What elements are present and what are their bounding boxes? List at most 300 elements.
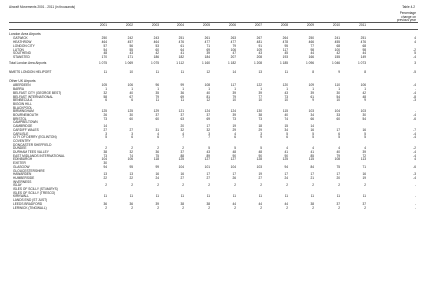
table-cell: 10 [284,98,288,103]
table-cell: 1 [105,87,107,92]
table-cell: 67 [129,94,133,99]
table-cell: -4 [413,83,416,88]
table-cell: 74 [129,153,133,158]
table-cell: 5 [208,146,210,151]
table-cell: 127 [230,157,236,162]
table-cell: 29 [258,127,262,132]
table-cell: 17 [206,124,210,129]
table-cell: 4 [286,146,288,151]
table-cell: 5 [414,51,416,56]
table-cell: 34 [310,113,314,117]
table-cell: 39 [232,113,236,117]
table-cell: 117 [282,47,288,52]
table-cell: 11 [284,194,288,199]
table-cell: 101 [204,164,210,169]
table-cell: 84 [310,164,314,169]
year-header: 2004 [176,22,184,27]
table-cell: 69 [206,116,210,121]
table-cell: 103 [360,109,366,114]
pct-change-header: previous year [396,18,416,23]
table-cell: 166 [308,54,314,59]
table-cell: 1 [312,87,314,92]
table-cell: 4 [338,146,340,151]
table-cell: 208 [256,54,262,59]
table-cell: 3 [208,131,210,136]
table-cell: 261 [204,36,210,41]
table-cell: - [414,183,416,188]
table-cell: 2 [364,183,366,188]
table-cell: 481 [256,40,262,45]
table-cell: 108 [204,83,210,88]
table-cell: 95 [129,164,133,169]
airport-name: CAMPBELTOWN [13,120,38,125]
table-cell: 73 [284,94,288,99]
total-row-label: Total London Area Airports [9,61,47,66]
table-cell: 89 [206,153,210,158]
table-cell: 2 [182,146,184,151]
table-cell: 1 [208,87,210,92]
table-cell: 104 [101,157,107,162]
table-cell: 2 [286,183,288,188]
table-cell: 35 [155,90,159,95]
table-cell: 38 [258,113,262,117]
airport-name: BELFAST CITY (GEORGE BEST) [13,90,62,95]
table-cell: 56 [129,43,133,48]
table-cell: 53 [155,43,159,48]
total-cell: 1 069 [125,61,133,66]
table-cell: - [414,109,416,114]
airport-name: HAWARDEN [13,172,32,177]
table-cell: 125 [127,109,133,114]
table-cell: -4 [413,135,416,140]
table-cell: 250 [101,36,107,41]
table-cell: 3 [260,131,262,136]
table-cell: 37 [155,113,159,117]
table-cell: 4 [414,157,416,162]
airport-name: ISLES OF SCILLY (ST.MARYS) [13,187,58,191]
table-cell: 39 [258,90,262,95]
table-cell: 104 [230,164,236,169]
table-cell: 71 [206,43,210,48]
table-cell: 251 [178,36,184,41]
document-title: Aircraft Movements 2001 - 2011 (in thousands) [9,5,76,9]
table-cell: 13 [103,172,107,177]
table-cell: 2 [312,205,314,210]
table-cell: 90 [284,153,288,158]
table-cell: 32 [129,150,133,154]
table-cell: 41 [284,150,288,154]
table-cell: 39 [206,51,210,56]
total-cell: 12 [206,70,210,75]
table-cell: 125 [282,157,288,162]
table-cell: 38 [310,201,314,206]
table-cell: 17 [232,172,236,177]
table-cell: 37 [362,201,366,206]
table-cell: 11 [180,194,184,199]
table-cell: 103 [308,109,314,114]
table-cell: 478 [282,40,288,45]
table-cell: 9 [312,98,314,103]
table-cell: 66 [310,116,314,121]
table-cell: -8 [413,94,416,99]
airport-name: EDINBURGH [13,157,33,162]
table-cell: 2 [131,146,133,151]
table-cell: 85 [310,153,314,158]
airport-name: DUNDEE [13,146,27,151]
table-cell: 5 [234,146,236,151]
table-cell: 1 [286,87,288,92]
table-cell: 2 [157,183,159,188]
total-cell: 8 [364,70,366,75]
table-cell: 40 [284,113,288,117]
table-cell: 14 [310,124,314,129]
table-cell: 115 [282,109,288,114]
table-cell: 243 [153,36,159,41]
table-cell: 42 [362,90,366,95]
table-cell: 32 [180,127,184,132]
header-bottom-rule [9,29,418,30]
table-cell: 6 [131,98,133,103]
table-cell: 2 [234,183,236,188]
airport-name: BENBECULA [13,98,33,103]
table-cell: 44 [284,201,288,206]
airport-name: DONCASTER SHEFFIELD [13,142,52,147]
airport-name: BELFAST INTERNATIONAL [13,94,54,99]
table-cell: 73 [103,116,107,121]
table-cell: 96 [155,83,159,88]
year-header: 2009 [306,22,314,27]
table-cell: 100 [334,47,340,52]
table-cell: 104 [178,164,184,169]
table-cell: 63 [180,116,184,121]
section-heading: London Area Airports [9,31,41,36]
table-cell: 2 [157,146,159,151]
table-cell: - [414,201,416,206]
airport-name: EAST MIDLANDS INTERNATIONAL [13,153,65,158]
table-cell: 40 [336,150,340,154]
table-cell: 109 [256,47,262,52]
table-cell: 41 [180,51,184,56]
airport-name: COVENTRY [13,138,31,143]
year-header: 2001 [99,22,107,27]
table-cell: 99 [155,164,159,169]
total-cell: 13 [258,70,262,75]
table-cell: 60 [129,116,133,121]
total-cell: 14 [232,70,236,75]
table-cell: 48 [103,51,107,56]
table-cell: 5 [286,131,288,136]
table-cell: 43 [206,150,210,154]
table-cell: 476 [178,40,184,45]
table-cell: 77 [258,94,262,99]
table-cell: 27 [206,175,210,180]
airport-name: BRISTOL [13,116,27,121]
table-cell: 242 [127,36,133,41]
total-cell: 11 [103,70,107,75]
table-cell: 48 [362,94,366,99]
table-cell: 45 [284,51,288,56]
airport-name: GLOUCESTERSHIRE [13,168,45,173]
table-cell: 72 [362,153,366,158]
table-cell: 106 [230,47,236,52]
table-cell: 39 [155,201,159,206]
total-cell: 1 185 [280,61,288,66]
table-cell: 47 [232,51,236,56]
airport-name: GATWICK [13,36,28,41]
table-cell: 68 [336,43,340,48]
table-cell: 39 [232,90,236,95]
table-cell: 464 [101,40,107,45]
table-cell: 5 [312,135,314,140]
table-cell: 5 [312,131,314,136]
table-cell: - [414,194,416,199]
table-cell: 16 [180,172,184,177]
table-cell: 17 [336,127,340,132]
airport-name: ABERDEEN [13,83,31,88]
table-cell: 5 [338,135,340,140]
airport-name: LERWICK (TINGWALL) [13,205,47,210]
airport-name: INVERNESS [13,179,32,184]
table-cell: 7 [208,135,210,140]
table-cell: 1 [338,87,340,92]
table-cell: 16 [362,172,366,177]
table-cell: 36 [180,90,184,95]
table-cell: -2 [413,47,416,52]
airport-name: BLACKPOOL [13,105,33,110]
table-cell: 267 [256,36,262,41]
airport-name: STANSTED [13,54,30,59]
total-cell: 1 208 [254,61,262,66]
table-cell: 186 [153,54,159,59]
table-cell: 2 [364,205,366,210]
table-cell: 466 [308,40,314,45]
table-cell: 11 [206,194,210,199]
table-cell: 115 [308,157,314,162]
airport-name: SOUTHEND [13,51,31,56]
airport-name: LUTON [13,47,24,52]
table-cell: 4 [414,40,416,45]
table-cell: 20 [180,124,184,129]
table-cell: 41 [310,150,314,154]
year-header: 2007 [254,22,262,27]
table-cell: 60 [336,116,340,121]
table-cell: 5 [364,135,366,140]
total-cell: 11 [180,70,184,75]
table-cell: 79 [336,153,340,158]
table-cell: 60 [155,47,159,52]
pct-change-header: Percentage [399,11,416,15]
table-cell: 117 [230,83,236,88]
table-cell: 90 [232,153,236,158]
table-cell: 10 [258,98,262,103]
total-cell: 11 [155,70,159,75]
table-cell: 30 [362,113,366,117]
table-cell: 27 [258,175,262,180]
table-cell: 36 [103,201,107,206]
table-cell: 464 [153,40,159,45]
table-cell: 106 [360,83,366,88]
table-cell: 1 [182,87,184,92]
table-cell: 64 [180,47,184,52]
table-cell: 38 [206,201,210,206]
table-cell: 182 [178,54,184,59]
table-cell: 1 [364,87,366,92]
table-cell: 149 [360,54,366,59]
table-cell: 122 [256,83,262,88]
table-cell: 4 [234,131,236,136]
table-cell: 73 [258,116,262,121]
table-cell: 94 [103,164,107,169]
table-cell: 27 [129,127,133,132]
table-cell: -6 [413,164,416,169]
total-cell: 11 [284,70,288,75]
table-cell: 2 [105,205,107,210]
table-cell: 37 [206,113,210,117]
table-cell: 14 [103,124,107,129]
table-cell: -3 [413,98,416,103]
table-cell: 124 [230,109,236,114]
table-cell: 105 [101,83,107,88]
table-cell: 69 [180,94,184,99]
table-cell: 29 [232,127,236,132]
table-cell: 2 [286,205,288,210]
table-cell: -6 [413,116,416,121]
total-cell: 8 [312,70,314,75]
table-cell: 250 [308,36,314,41]
table-cell: -4 [413,153,416,158]
table-cell: 36 [129,201,133,206]
table-cell: 16 [155,172,159,177]
table-cell: 79 [232,43,236,48]
table-cell: 30 [129,113,133,117]
table-cell: 19 [258,172,262,177]
table-cell: 2 [260,183,262,188]
table-cell: 2 [208,183,210,188]
table-cell: 19 [362,175,366,180]
total-cell: 9 [338,70,340,75]
airport-name: HEATHROW [13,40,32,45]
table-cell: 37 [180,150,184,154]
table-cell: 44 [362,51,366,56]
table-cell: 37 [336,201,340,206]
table-cell: 264 [282,36,288,41]
total-cell: 1 075 [151,61,159,66]
table-cell: 44 [310,51,314,56]
table-cell: 4 [157,131,159,136]
table-cell: 2 [182,205,184,210]
table-cell: 2 [234,205,236,210]
table-cell: 33 [336,113,340,117]
year-header: 2011 [359,22,366,27]
table-cell: 26 [103,113,107,117]
table-cell: 22 [103,175,107,180]
table-cell: 75 [336,164,340,169]
total-cell: 1 112 [176,61,184,66]
table-cell: -4 [413,54,416,59]
table-cell: 42 [336,51,340,56]
table-cell: 2 [338,183,340,188]
table-cell: 5 [105,135,107,140]
table-cell: 2 [131,205,133,210]
table-cell: 15 [284,124,288,129]
table-cell: 130 [256,109,262,114]
table-cell: 61 [310,94,314,99]
table-cell: 6 [157,135,159,140]
total-row-label: NMETS LONDON HELIPORT [9,70,52,75]
table-cell: 75 [155,153,159,158]
table-cell: 38 [180,201,184,206]
total-cell: 10 [129,70,133,75]
table-cell: 2 [338,205,340,210]
table-cell: 171 [127,54,133,59]
table-cell: 2 [312,183,314,188]
table-cell: -4 [413,90,416,95]
table-cell: 74 [284,116,288,121]
airport-name: BARRA [13,87,24,92]
table-cell: 48 [232,150,236,154]
table-cell: -3 [413,172,416,177]
table-cell: 54 [103,47,107,52]
table-cell: 11 [103,194,107,199]
table-cell: 24 [284,175,288,180]
table-cell: 17 [206,172,210,177]
table-cell: 9 [364,98,366,103]
table-cell: 2 [105,146,107,151]
table-cell: 57 [103,43,107,48]
year-header: 2002 [125,22,133,27]
table-cell: 477 [230,40,236,45]
table-cell: 40 [206,90,210,95]
table-cell: 241 [334,36,340,41]
table-cell: 110 [334,83,340,88]
table-cell: 2 [208,205,210,210]
table-cell: 104 [334,109,340,114]
airport-name: HUMBERSIDE [13,175,35,180]
total-cell: 1 160 [202,61,210,66]
table-cell: 48 [258,150,262,154]
table-cell: -4 [413,131,416,136]
table-cell: -7 [413,127,416,132]
table-cell: 2 [157,205,159,210]
table-cell: 20 [336,175,340,180]
total-cell: 1 046 [332,61,340,66]
table-cell: 30 [336,90,340,95]
table-cell: 39 [310,90,314,95]
table-cell: 17 [310,172,314,177]
table-cell: 37 [180,113,184,117]
table-cell: 43 [258,51,262,56]
table-cell: 6 [131,135,133,140]
table-cell: 34 [284,127,288,132]
table-cell: 3 [131,131,133,136]
table-cell: 99 [180,83,184,88]
table-cell: 60 [155,116,159,121]
table-cell: 40 [129,90,133,95]
table-cell: 118 [153,157,159,162]
table-cell: 11 [258,194,262,199]
table-cell: 94 [284,164,288,169]
total-cell: 1 073 [358,61,366,66]
table-cell: 90 [258,153,262,158]
table-cell: 455 [334,40,340,45]
table-cell: 106 [127,83,133,88]
table-cell: 69 [206,47,210,52]
table-cell: 91 [258,43,262,48]
table-cell: 54 [362,116,366,121]
table-cell: 18 [258,124,262,129]
table-cell: 19 [232,124,236,129]
table-cell: 2 [182,183,184,188]
